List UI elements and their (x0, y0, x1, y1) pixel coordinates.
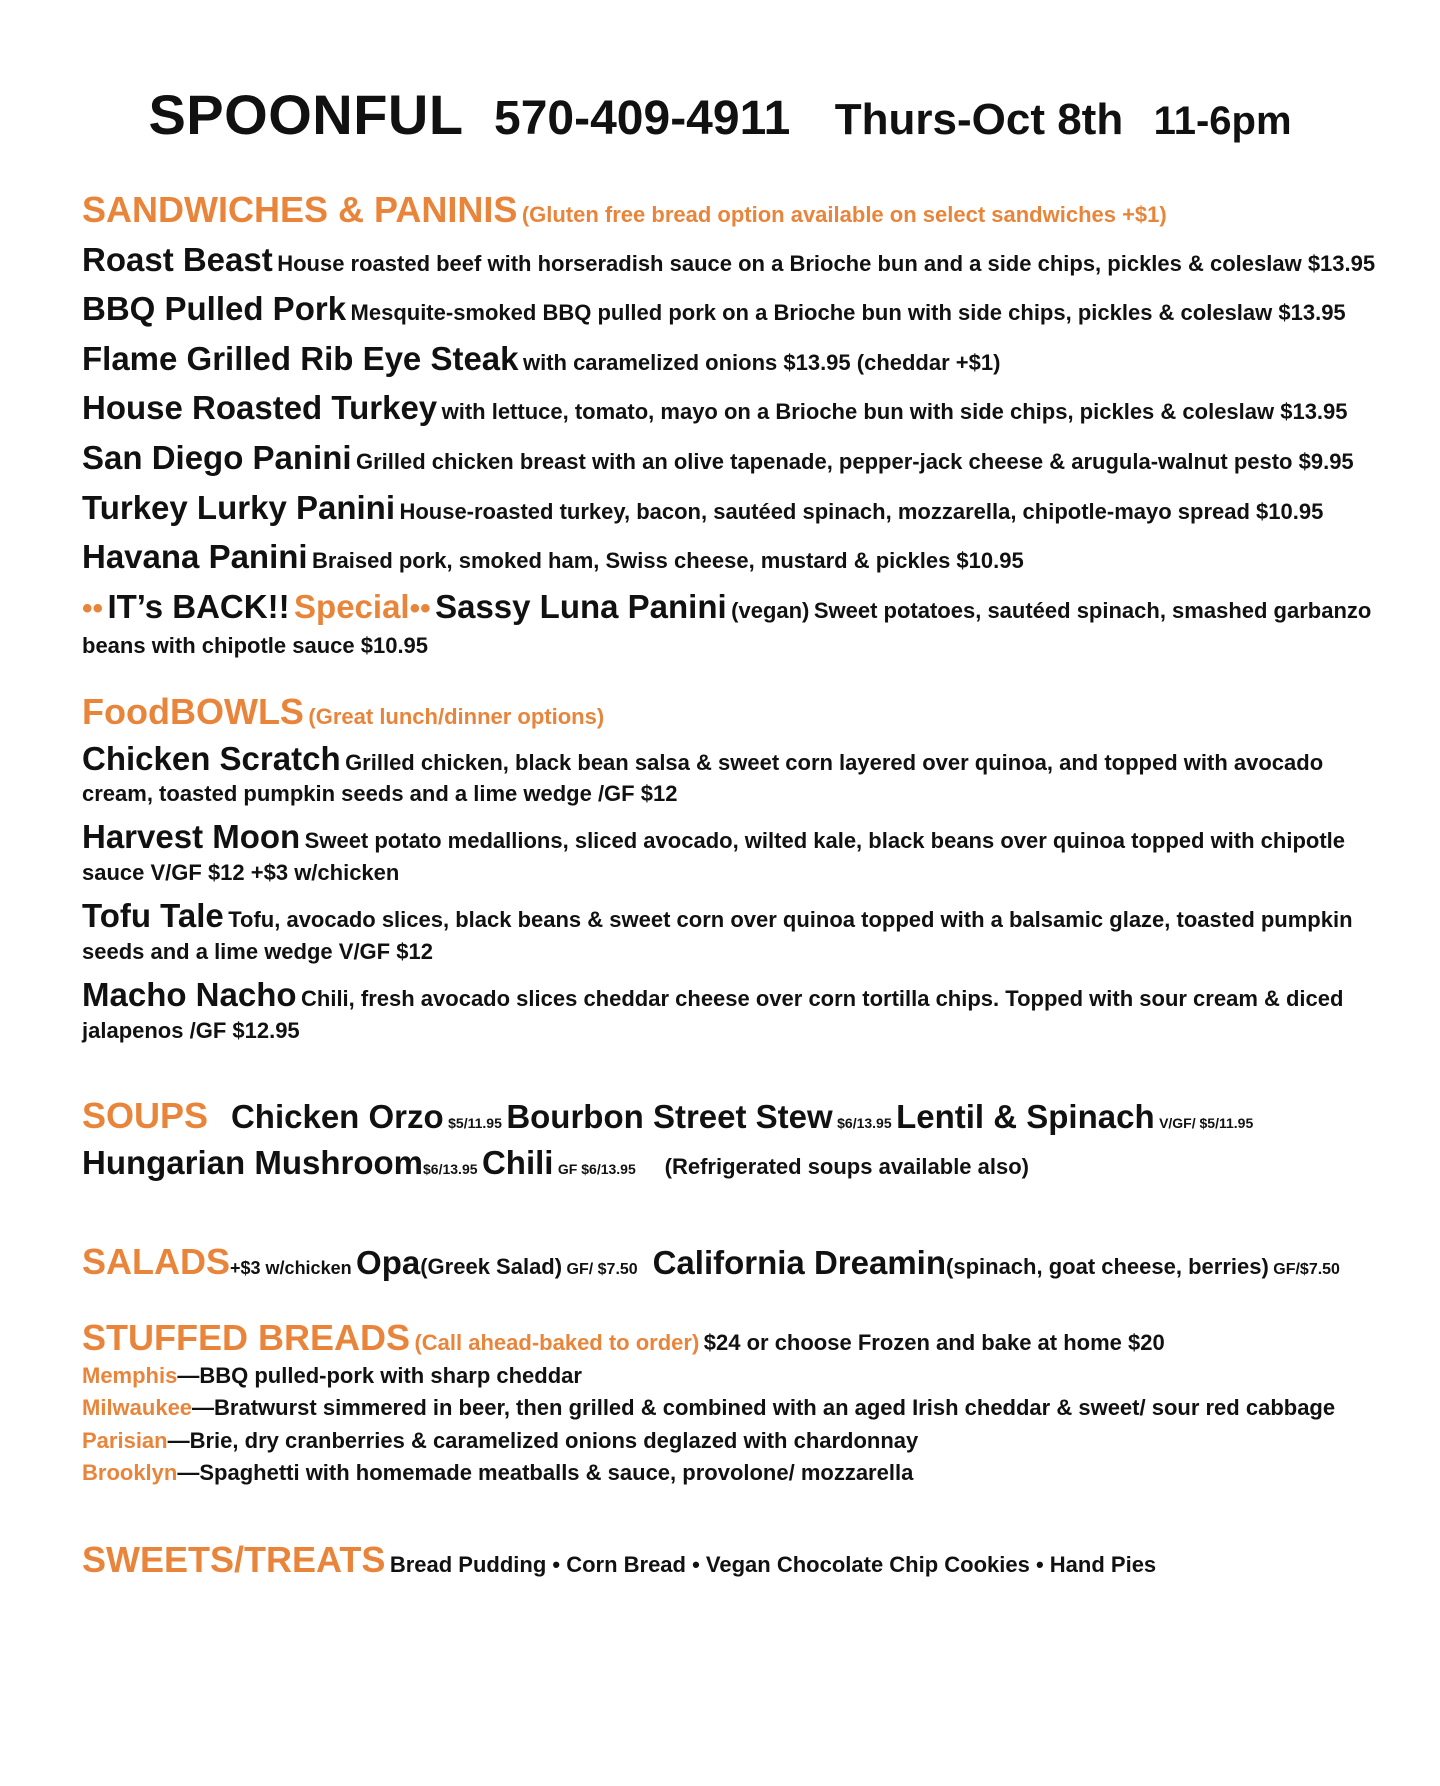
item-description: Mesquite-smoked BBQ pulled pork on a Brioche bun with side chips, pickles & coleslaw $13.95 (350, 300, 1346, 326)
item-name: Macho Nacho (82, 975, 297, 1013)
section-title: SOUPS (82, 1095, 209, 1136)
section-heading (82, 1318, 1382, 1358)
section-title: SANDWICHES & PANINIS (82, 189, 518, 230)
stuffed-item (82, 1427, 1382, 1456)
item-name: Harvest Moon (82, 818, 301, 856)
salad-detail: (spinach, goat cheese, berries) (946, 1254, 1269, 1279)
item-description: Grilled chicken, black bean salsa & sweet corn layered over quinoa, and topped with avocado cream, toasted pumpkin seeds and a lime wedge /GF $12 (82, 749, 1324, 807)
soup-price: $5/11.95 (448, 1115, 502, 1131)
item-description: House roasted beef with horseradish sauce on a Brioche bun and a side chips, pickles & coleslaw $13.95 (277, 250, 1376, 276)
menu-item (82, 438, 1382, 478)
menu-item (82, 899, 1382, 968)
soup-name: Bourbon Street Stew (506, 1098, 833, 1135)
section-salads (82, 1242, 1382, 1282)
section-soups (82, 1094, 1382, 1186)
stuffed-name: Brooklyn (82, 1460, 178, 1486)
stuffed-name: Milwaukee (82, 1395, 193, 1421)
stuffed-item (82, 1394, 1382, 1423)
menu-item (82, 339, 1382, 379)
menu-item (82, 739, 1382, 811)
opening-hours: 11-6pm (1153, 99, 1292, 143)
salad-price: GF/ $7.50 (566, 1261, 638, 1278)
soup-name: Hungarian Mushroom (82, 1144, 424, 1182)
item-name: House Roasted Turkey (82, 389, 438, 427)
item-description: with lettuce, tomato, mayo on a Brioche bun with side chips, pickles & coleslaw $13.95 (441, 399, 1348, 425)
item-description: Tofu, avocado slices, black beans & sweet corn over quinoa topped with a balsamic glaze, toasted pumpkin seeds and a lime wedge V/GF $12 (82, 907, 1353, 965)
soup-price: V/GF/ $5/11.95 (1159, 1115, 1254, 1131)
stuffed-desc: —BBQ pulled-pork with sharp cheddar (177, 1362, 582, 1388)
item-name: Sassy Luna Panini (435, 587, 727, 625)
item-description: with caramelized onions $13.95 (cheddar +$1) (522, 349, 1001, 375)
soup-price: $6/13.95 (837, 1115, 892, 1131)
stuffed-desc: —Brie, dry cranberries & caramelized onions deglazed with chardonnay (167, 1427, 919, 1453)
item-description: Sweet potatoes, sautéed spinach, smashed garbanzo beans with chipotle sauce $10.95 (82, 597, 1372, 659)
phone-number[interactable]: 570-409-4911 (494, 92, 791, 145)
menu-item (82, 975, 1382, 1047)
item-name: Chicken Scratch (82, 739, 341, 777)
item-name: Havana Panini (82, 538, 308, 576)
soups-line (82, 1140, 1382, 1186)
item-description: House-roasted turkey, bacon, sautéed spinach, mozzarella, chipotle-mayo spread $10.95 (399, 498, 1324, 524)
dots-icon: •• (82, 591, 104, 625)
item-description: Chili, fresh avocado slices cheddar cheese over corn tortilla chips. Topped with sour cream & diced jalapenos /GF $12.95 (82, 985, 1344, 1043)
soup-name: Lentil & Spinach (896, 1098, 1155, 1135)
special-back-label: IT’s BACK!! (107, 587, 290, 625)
section-title: SWEETS/TREATS (82, 1539, 386, 1580)
item-name: San Diego Panini (82, 438, 352, 476)
salad-price: GF/$7.50 (1273, 1261, 1340, 1278)
section-note: (Call ahead-baked to order) (414, 1330, 700, 1355)
restaurant-name: SPOONFUL (148, 83, 464, 146)
item-name: BBQ Pulled Pork (82, 290, 347, 328)
section-title: SALADS (82, 1241, 231, 1282)
section-heading (82, 190, 1382, 230)
menu-item (82, 240, 1382, 280)
section-foodbowls (82, 692, 1382, 1047)
soup-name: Chili (481, 1144, 554, 1182)
soups-note: (Refrigerated soups available also) (664, 1154, 1029, 1180)
stuffed-name: Memphis (82, 1362, 178, 1388)
soup-price: $6/13.95 (423, 1161, 478, 1178)
special-item (82, 587, 1382, 662)
menu-date: Thurs-Oct 8th (834, 95, 1124, 144)
item-tag: (vegan) (731, 597, 810, 623)
menu-item (82, 537, 1382, 577)
section-note: (Gluten free bread option available on select sandwiches +$1) (521, 202, 1167, 227)
item-name: Turkey Lurky Panini (82, 488, 395, 526)
menu-item (82, 820, 1382, 889)
stuffed-item (82, 1362, 1382, 1391)
section-heading (82, 692, 1382, 732)
menu-item (82, 488, 1382, 528)
dots-icon: •• (409, 591, 431, 625)
section-sandwiches (82, 190, 1382, 662)
section-sweets (82, 1540, 1382, 1580)
menu-item (82, 289, 1382, 329)
item-description: Braised pork, smoked ham, Swiss cheese, mustard & pickles $10.95 (312, 548, 1024, 574)
menu-header (0, 82, 1440, 147)
soup-name: Chicken Orzo (230, 1098, 444, 1135)
stuffed-price: $24 or choose Frozen and bake at home $20 (703, 1330, 1165, 1355)
stuffed-item (82, 1459, 1382, 1488)
stuffed-desc: —Spaghetti with homemade meatballs & sauce, provolone/ mozzarella (177, 1460, 914, 1486)
soup-price: GF $6/13.95 (557, 1161, 636, 1178)
sweets-list: Bread Pudding • Corn Bread • Vegan Chocolate Chip Cookies • Hand Pies (389, 1552, 1157, 1577)
salad-name: Opa (356, 1244, 421, 1281)
item-name: Roast Beast (82, 240, 273, 278)
salad-name: California Dreamin (652, 1244, 947, 1281)
stuffed-name: Parisian (82, 1427, 168, 1453)
salad-detail: (Greek Salad) (420, 1254, 563, 1279)
salads-chicken-option: +$3 w/chicken (230, 1258, 352, 1278)
soups-line (82, 1094, 1382, 1140)
section-title: STUFFED BREADS (82, 1317, 411, 1358)
special-label: Special (294, 587, 410, 625)
item-description: Sweet potato medallions, sliced avocado, wilted kale, black beans over quinoa topped with chipotle sauce V/GF $12 +$3 w/chicken (82, 828, 1346, 886)
item-name: Tofu Tale (82, 897, 224, 935)
menu-item (82, 388, 1382, 428)
section-title: FoodBOWLS (82, 691, 304, 732)
section-stuffed-breads (82, 1318, 1382, 1488)
section-note: (Great lunch/dinner options) (308, 704, 605, 729)
item-name: Flame Grilled Rib Eye Steak (82, 339, 519, 377)
stuffed-desc: —Bratwurst simmered in beer, then grilled & combined with an aged Irish cheddar & sweet/ sour red cabbage (192, 1395, 1336, 1421)
item-description: Grilled chicken breast with an olive tapenade, pepper-jack cheese & arugula-walnut pesto $9.95 (356, 448, 1354, 474)
